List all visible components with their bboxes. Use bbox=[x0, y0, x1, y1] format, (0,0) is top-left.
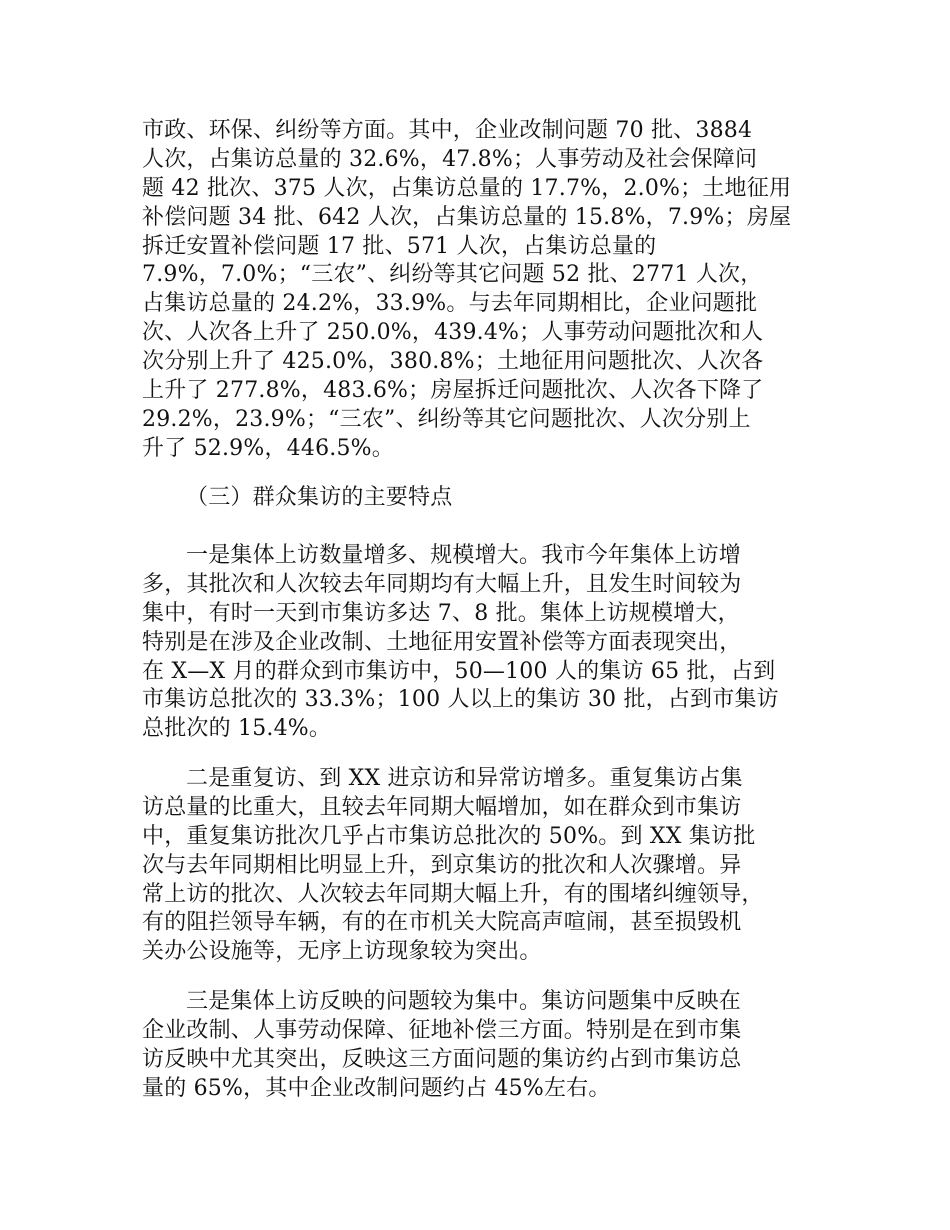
text-line: 量的 65%，其中企业改制问题约占 45%左右。 bbox=[142, 1075, 611, 1101]
text-line: 中，重复集访批次几乎占市集访总批次的 50%。到 XX 集访批 bbox=[142, 823, 756, 849]
text-line: 次与去年同期相比明显上升，到京集访的批次和人次骤增。异 bbox=[142, 852, 742, 878]
text-line: 在 X—X 月的群众到市集访中，50—100 人的集访 65 批，占到 bbox=[142, 658, 776, 684]
text-line: 特别是在涉及企业改制、土地征用安置补偿等方面表现突出， bbox=[142, 629, 742, 655]
intro-paragraph bbox=[142, 117, 818, 464]
text-line: 访反映中尤其突出，反映这三方面问题的集访约占到市集访总 bbox=[142, 1046, 742, 1072]
text-line: 29.2%，23.9%；“三农”、纠纷等其它问题批次、人次分别上 bbox=[142, 406, 751, 432]
text-line: 有的阻拦领导车辆，有的在市机关大院高声喧闹，甚至损毁机 bbox=[142, 910, 742, 936]
text-line: 关办公设施等，无序上访现象较为突出。 bbox=[142, 939, 542, 965]
text-line: 拆迁安置补偿问题 17 批、571 人次，占集访总量的 bbox=[142, 233, 657, 259]
text-line: 补偿问题 34 批、642 人次，占集访总量的 15.8%，7.9%；房屋 bbox=[142, 204, 792, 230]
text-line: 上升了 277.8%，483.6%；房屋拆迁问题批次、人次各下降了 bbox=[142, 378, 764, 404]
text-line: 升了 52.9%，446.5%。 bbox=[142, 435, 394, 461]
paragraph-feature-two bbox=[142, 765, 818, 967]
text-line: 访总量的比重大，且较去年同期大幅增加，如在群众到市集访 bbox=[142, 794, 742, 820]
text-line: 三是集体上访反映的问题较为集中。集访问题集中反映在 bbox=[186, 989, 742, 1014]
text-line: 多，其批次和人次较去年同期均有大幅上升，且发生时间较为 bbox=[142, 571, 742, 597]
paragraph-feature-one bbox=[142, 542, 818, 744]
text-line: 集中，有时一天到市集访多达 7、8 批。集体上访规模增大， bbox=[142, 600, 740, 626]
text-line: 市集访总批次的 33.3%；100 人以上的集访 30 批，占到市集访 bbox=[142, 687, 779, 713]
text-line: 一是集体上访数量增多、规模增大。我市今年集体上访增 bbox=[186, 543, 742, 568]
text-line: 二是重复访、到 XX 进京访和异常访增多。重复集访占集 bbox=[186, 766, 743, 791]
text-line: 次分别上升了 425.0%，380.8%；土地征用问题批次、人次各 bbox=[142, 349, 764, 375]
section-heading-block bbox=[142, 484, 818, 513]
text-line: 次、人次各上升了 250.0%，439.4%；人事劳动问题批次和人 bbox=[142, 320, 764, 346]
text-line: 企业改制、人事劳动保障、征地补偿三方面。特别是在到市集 bbox=[142, 1017, 742, 1043]
text-line: 常上访的批次、人次较去年同期大幅上升，有的围堵纠缠领导， bbox=[142, 881, 764, 907]
section-heading: （三）群众集访的主要特点 bbox=[186, 485, 453, 510]
text-line: 市政、环保、纠纷等方面。其中，企业改制问题 70 批、3884 bbox=[142, 118, 753, 143]
paragraph-feature-three bbox=[142, 988, 818, 1104]
text-line: 人次，占集访总量的 32.6%，47.8%；人事劳动及社会保障问 bbox=[142, 146, 758, 172]
text-line: 占集访总量的 24.2%，33.9%。与去年同期相比，企业问题批 bbox=[142, 291, 758, 317]
text-line: 题 42 批次、375 人次，占集访总量的 17.7%，2.0%；土地征用 bbox=[142, 175, 792, 201]
text-line: 7.9%，7.0%；“三农”、纠纷等其它问题 52 批、2771 人次， bbox=[142, 262, 763, 288]
text-line: 总批次的 15.4%。 bbox=[142, 716, 332, 742]
